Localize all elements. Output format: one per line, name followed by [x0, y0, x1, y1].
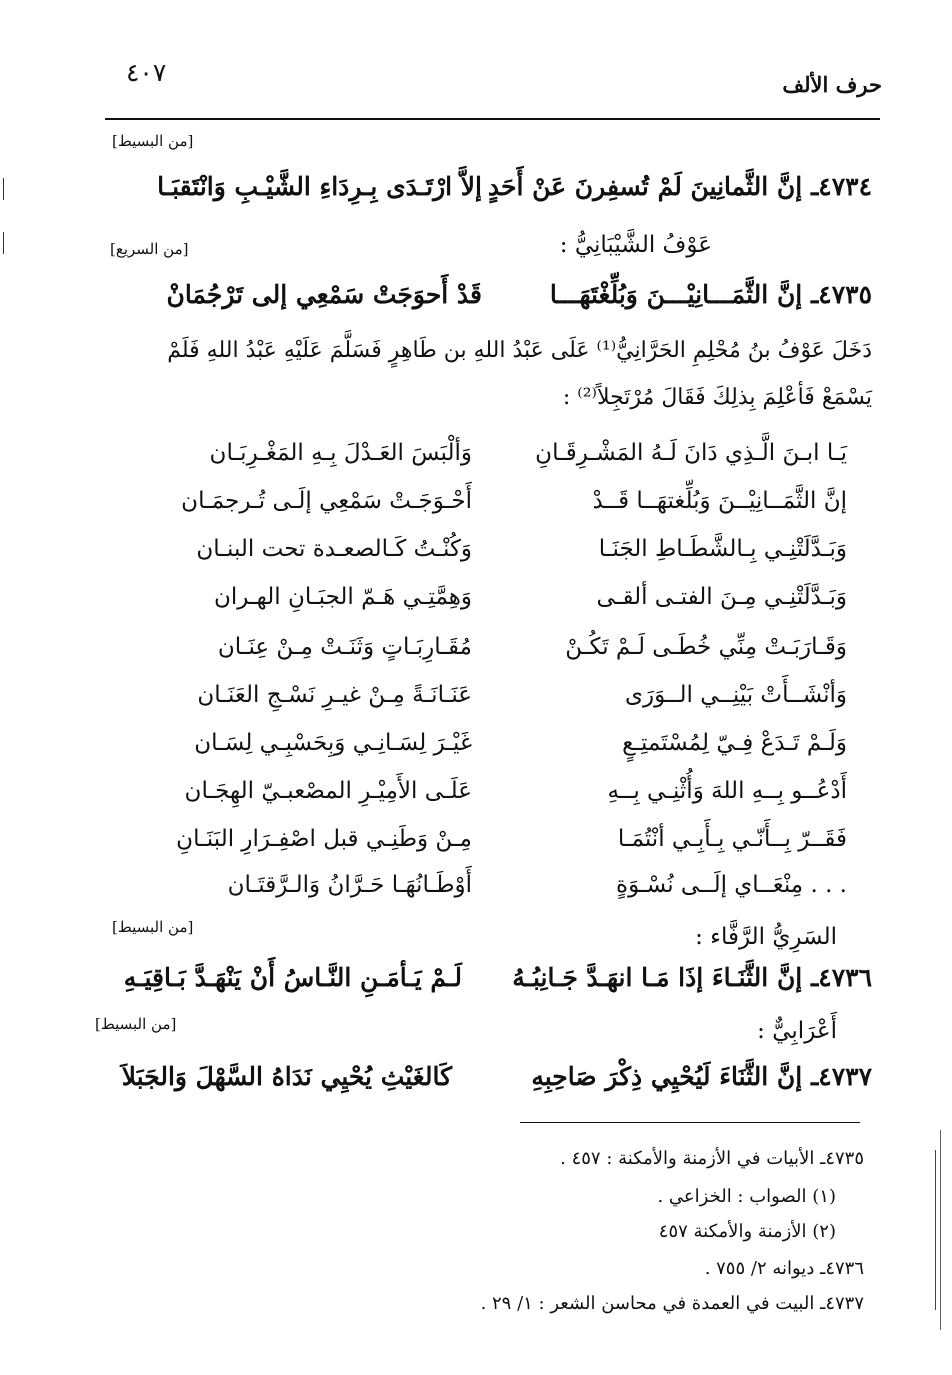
meter-label: [من البسيط]: [112, 918, 194, 936]
poem-line-8-left: عَلَـى الأَمِيْـرِ المصْعبـيّ الهِجَـان: [184, 778, 472, 804]
poem-line-4-left: وَهِمَّتِـي هَـمّ الجبَـانِ الهـران: [213, 584, 472, 610]
prose-line: يَسْمَعْ فَأعْلِمَ بِذلِكَ فَقَالَ مُرْتَجِلاً⁽²⁾ :: [562, 385, 872, 410]
scan-margin-mark: [3, 232, 4, 254]
poem-line-6-right: وَأنْشَــأَتْ بَيْنِــي الــوَرَى: [625, 682, 847, 708]
poem-line-1-right: يَـا ابـنَ الَّـذِي دَانَ لَـهُ المَشْـرِقَـانِ: [535, 440, 847, 466]
poem-line-5-right: وَقَـارَبَـتْ مِنِّي خُطَـى لَـمْ تَكُـنْ: [565, 634, 847, 660]
footnote-rule: [520, 1122, 860, 1123]
poem-line-10-right: . . . مِنْعَــاي إلَــى نُسْـوَةٍ: [616, 872, 847, 898]
verse-4735-first-hemistich: ٤٧٣٥ـ إنَّ الثَّمَـــانِيْـــنَ وَبُلِّغْتَهَـــا: [549, 280, 872, 309]
speaker-name: عَوْفُ الشَّيْبَانِيُّ :: [559, 232, 712, 258]
speaker-name: السَرِيُّ الرَّفَّاء :: [695, 924, 837, 950]
poem-line-5-left: مُقَـارِبَـاتٍ وَثَنَـتْ مِـنْ عِنَـان: [217, 634, 472, 660]
verse-4735-second-hemistich: قَدْ أَحوَجَتْ سَمْعِي إلى تَرْجُمَانْ: [166, 280, 482, 309]
footnote-4737: ٤٧٣٧ـ البيت في العمدة في محاسن الشعر : ١/ ٢٩ .: [480, 1293, 864, 1314]
verse-4736-first-hemistich: ٤٧٣٦ـ إنَّ الثَّنَـاءَ إذَا مَـا انهَـدَّ جَـانِبُـهُ: [512, 963, 872, 992]
header-rule: [105, 118, 880, 120]
speaker-name: أَعْرَابِيٌّ :: [757, 1018, 837, 1044]
poem-line-8-right: أَدْعُــو بِــهِ اللهَ وَأُثْنِـي بِــهِ: [607, 778, 847, 804]
scan-margin-mark: [3, 178, 4, 200]
poem-line-2-right: إنَّ الثَّمَــانِيْــنَ وَبُلِّغتهَــا قَــدْ: [592, 488, 847, 514]
scan-edge-line: [935, 1150, 936, 1310]
poem-line-10-left: أَوْطَـانُهَـا حَـرَّانُ وَالـرَّقتَـان: [227, 872, 472, 898]
footnote-1: (١) الصواب : الخزاعي .: [657, 1186, 836, 1207]
poem-line-7-right: وَلَـمْ تَـدَعْ فِـيّ لِمُسْتَمتِـعٍ: [622, 730, 847, 756]
poem-line-1-left: وَألْبَسَ العَـدْلَ بِـهِ المَغْـرِبَـان: [209, 440, 472, 466]
verse-4734-second-hemistich: إلاَّ ارْتَـدَى بِـرِدَاءِ الشَّيْـبِ وَانْتَقبَـا: [157, 172, 482, 201]
poem-line-4-right: وَبَـدَّلَتْنِـي مِـنَ الفتـى ألقـى: [596, 584, 847, 610]
footnote-4736: ٤٧٣٦ـ ديوانه ٢/ ٧٥٥ .: [704, 1258, 864, 1279]
meter-label: [من السريع]: [110, 240, 189, 258]
chapter-title: حرف الألف: [782, 72, 882, 97]
poem-line-9-right: فَقَــرّ بِــأَنّـي بِـأَبِـي أنْتُمَـا: [617, 826, 847, 852]
scan-edge-line: [940, 1130, 941, 1330]
poem-line-3-right: وَبَـدَّلَتْنِـي بِـالشَّطَـاطِ الجَنَـا: [598, 536, 847, 562]
poem-line-2-left: أَحْـوَجَـتْ سَمْعِي إلَـى تُـرجمَـان: [181, 488, 472, 514]
poem-line-9-left: مِـنْ وَطَنِـي قبل اصْفِـرَارِ البَنَـانِ: [176, 826, 472, 852]
poem-line-7-left: غَيْـرَ لِسَـانِـي وَبِحَسْبِـي لِسَـان: [194, 730, 472, 756]
footnote-4735: ٤٧٣٥ـ الأبيات في الأزمنة والأمكنة : ٤٥٧ .: [560, 1148, 864, 1169]
poem-line-3-left: وَكُنْـتُ كَـالصعـدة تحت البنـان: [196, 536, 472, 562]
page-number: ٤٠٧: [126, 58, 167, 87]
poem-line-6-left: عَنَـانَـةً مِـنْ غيـرِ نَسْـجِ العَنَـان: [197, 682, 472, 708]
verse-4737-second-hemistich: كَالغَيْثِ يُحْيِي نَدَاهُ السَّهْلَ وَالجَبَلاَ: [121, 1062, 452, 1091]
prose-line: دَخَلَ عَوْفُ بنُ مُحْلِمِ الحَرَّانِيُّ⁽¹⁾ عَلَى عَبْدُ اللهِ بن طَاهِرٍ فَسَلَّمَ عَلَيْهِ عَبْدُ اللهِ فَلَمْ: [167, 338, 872, 363]
meter-label: [من البسيط]: [95, 1015, 177, 1033]
verse-4736-second-hemistich: لَـمْ يَـأمَـنِ النَّـاسُ أَنْ يَنْهَـدَّ بَـاقِيَـهِ: [123, 963, 462, 992]
verse-4737-first-hemistich: ٤٧٣٧ـ إنَّ الثَّنَاءَ لَيُحْيِي ذِكْرَ صَاحِبِهِ: [531, 1062, 872, 1091]
footnote-2: (٢) الأزمنة والأمكنة ٤٥٧: [658, 1221, 836, 1242]
meter-label: [من البسيط]: [112, 132, 194, 150]
verse-4734-first-hemistich: ٤٧٣٤ـ إنَّ الثَّمانِينَ لَمْ تُسفِرنَ عَنْ أَحَدٍ: [487, 172, 872, 201]
